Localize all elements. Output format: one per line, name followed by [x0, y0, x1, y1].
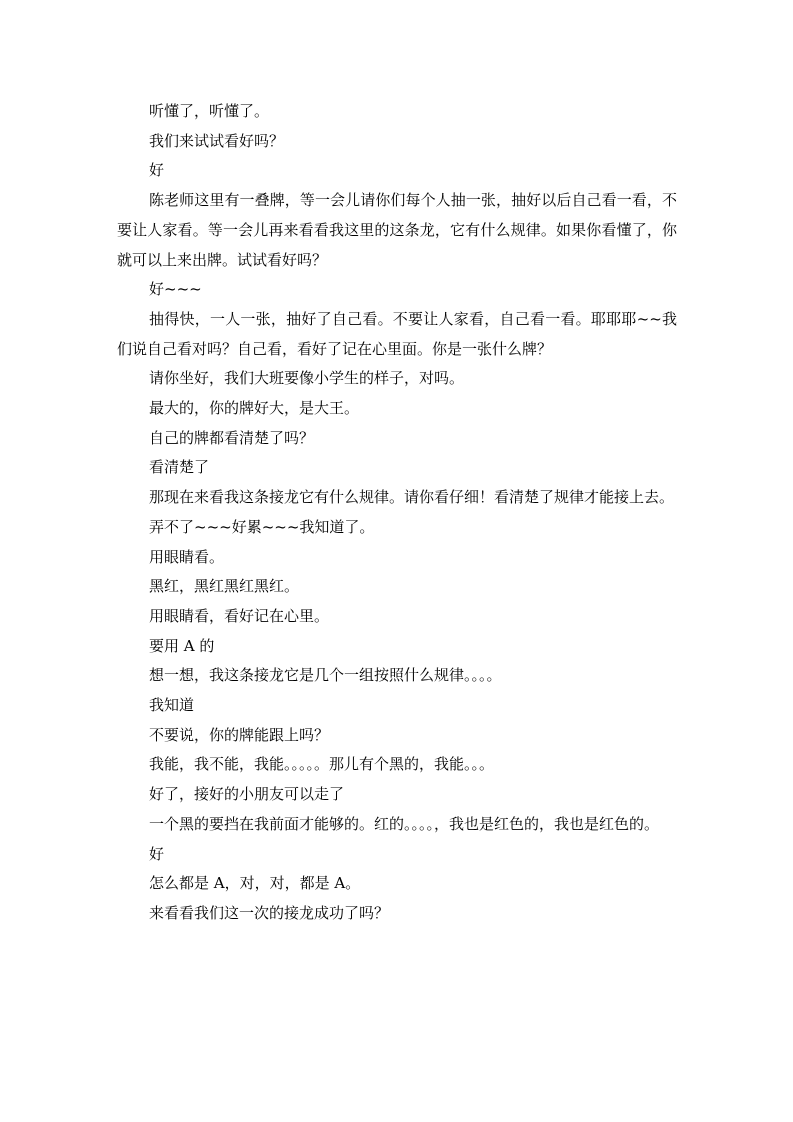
paragraph: 好~~~: [149, 280, 202, 299]
paragraph: 最大的，你的牌好大，是大王。: [149, 399, 360, 418]
paragraph: 看清楚了: [149, 458, 210, 477]
paragraph: 怎么都是 A，对，对，都是 A。: [149, 874, 361, 893]
paragraph: 想一想，我这条接龙它是几个一组按照什么规律。。。。: [149, 666, 502, 685]
paragraph: 黑红，黑红黑红黑红。: [149, 577, 300, 596]
paragraph: 不要说，你的牌能跟上吗？: [149, 725, 330, 744]
paragraph: 陈老师这里有一叠牌，等一会儿请你们每个人抽一张，抽好以后自己看一看，不要让人家看。等一会儿再来看看我这里的这条龙，它有什么规律。如果你看懂了，你就可以上来出牌。试试看好吗？: [117, 191, 677, 269]
paragraph: 我们来试试看好吗？: [149, 131, 285, 150]
paragraph: 我能，我不能，我能。。。。。那儿有个黑的，我能。。。: [149, 755, 495, 774]
paragraph: 用眼睛看，看好记在心里。: [149, 606, 330, 625]
document-body: [117, 97, 677, 929]
paragraph: 好: [149, 161, 165, 180]
paragraph: 那现在来看我这条接龙它有什么规律。请你看仔细！看清楚了规律才能接上去。: [149, 488, 675, 507]
paragraph: 自己的牌都看清楚了吗？: [149, 428, 315, 447]
paragraph: 好: [149, 844, 165, 863]
paragraph: 抽得快，一人一张，抽好了自己看。不要让人家看，自己看一看。耶耶耶~~我们说自己看对吗？自己看，看好了记在心里面。你是一张什么牌？: [117, 309, 677, 358]
paragraph: 弄不了~~~好累~~~我知道了。: [149, 517, 375, 536]
paragraph: 用眼睛看。: [149, 547, 225, 566]
paragraph: 听懂了，听懂了。: [149, 102, 270, 120]
paragraph: 好了，接好的小朋友可以走了: [149, 785, 345, 804]
paragraph: 要用 A 的: [149, 636, 215, 655]
paragraph: 请你坐好，我们大班要像小学生的样子，对吗。: [149, 369, 465, 388]
paragraph: 一个黑的要挡在我前面才能够的。红的。。。。，我也是红色的，我也是红色的。: [149, 814, 660, 833]
paragraph: 我知道: [149, 696, 195, 715]
paragraph: 来看看我们这一次的接龙成功了吗？: [149, 903, 390, 922]
